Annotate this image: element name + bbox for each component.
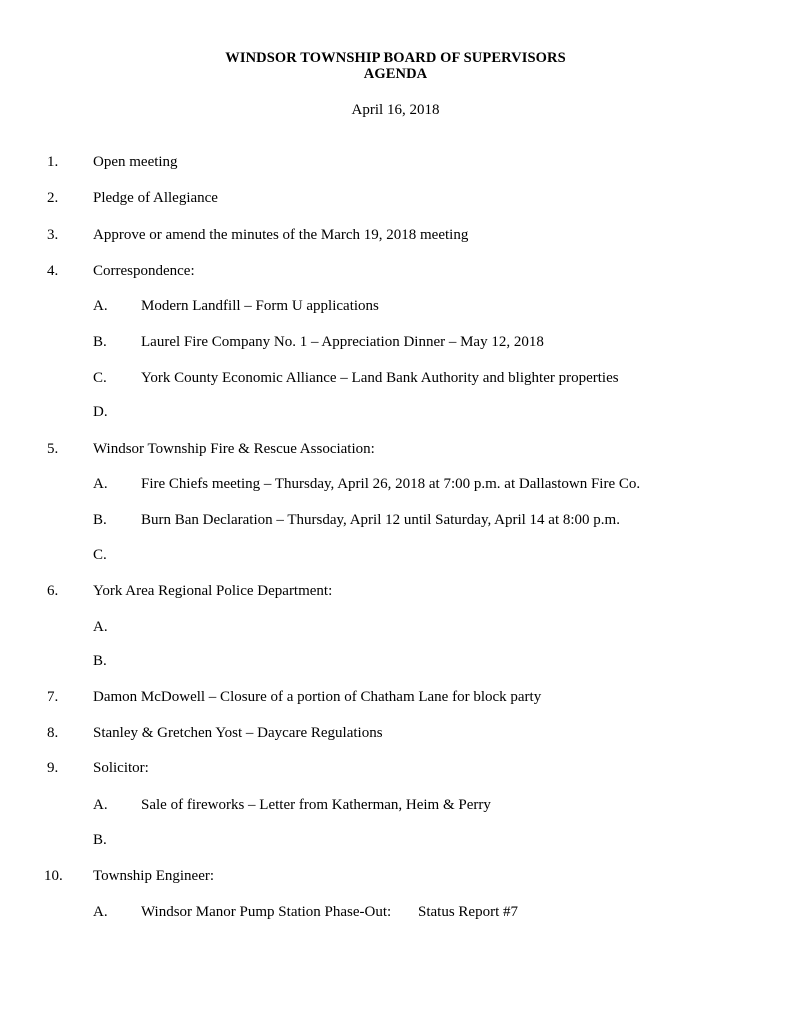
subitem-letter: C. xyxy=(93,370,107,386)
subitem-text: Burn Ban Declaration – Thursday, April 12 until Saturday, April 14 at 8:00 p.m. xyxy=(141,512,620,528)
item-text: Pledge of Allegiance xyxy=(93,190,218,206)
subitem-letter: B. xyxy=(93,334,107,350)
subitem-text: Sale of fireworks – Letter from Katherman, Heim & Perry xyxy=(141,797,491,813)
item-number: 8. xyxy=(47,725,59,741)
subitem-letter: A. xyxy=(93,904,108,920)
item-text: Correspondence: xyxy=(93,263,195,279)
subitem-text: Fire Chiefs meeting – Thursday, April 26, 2018 at 7:00 p.m. at Dallastown Fire Co. xyxy=(141,476,641,492)
item-text: Windsor Township Fire & Rescue Association: xyxy=(93,441,375,457)
item-number: 1. xyxy=(47,154,59,170)
subitem-status: Status Report #7 xyxy=(418,904,518,920)
item-number: 3. xyxy=(47,227,59,243)
item-text: Stanley & Gretchen Yost – Daycare Regulations xyxy=(93,725,383,741)
subitem-letter: A. xyxy=(93,797,108,813)
item-text: Approve or amend the minutes of the March 19, 2018 meeting xyxy=(93,227,469,243)
subitem-text: York County Economic Alliance – Land Bank Authority and blighter properties xyxy=(141,370,619,386)
item-number: 4. xyxy=(47,263,59,279)
item-number: 6. xyxy=(47,583,59,599)
item-text: Open meeting xyxy=(93,154,178,170)
subitem-letter: A. xyxy=(93,476,108,492)
item-number: 9. xyxy=(47,760,59,776)
item-number: 2. xyxy=(47,190,59,206)
item-number: 10. xyxy=(44,868,63,884)
agenda-title: WINDSOR TOWNSHIP BOARD OF SUPERVISORS xyxy=(225,50,566,66)
subitem-letter: B. xyxy=(93,832,107,848)
subitem-letter: D. xyxy=(93,404,108,420)
item-number: 5. xyxy=(47,441,59,457)
item-text: Damon McDowell – Closure of a portion of Chatham Lane for block party xyxy=(93,689,542,705)
subitem-letter: A. xyxy=(93,298,108,314)
subitem-text: Laurel Fire Company No. 1 – Appreciation Dinner – May 12, 2018 xyxy=(141,334,544,350)
item-text: York Area Regional Police Department: xyxy=(93,583,333,599)
agenda-subtitle: AGENDA xyxy=(363,66,428,82)
item-number: 7. xyxy=(47,689,59,705)
agenda-date: April 16, 2018 xyxy=(351,102,440,118)
subitem-letter: C. xyxy=(93,547,107,563)
subitem-text: Modern Landfill – Form U applications xyxy=(141,298,379,314)
subitem-text: Windsor Manor Pump Station Phase-Out: xyxy=(141,904,392,920)
subitem-letter: B. xyxy=(93,653,107,669)
subitem-letter: B. xyxy=(93,512,107,528)
item-text: Solicitor: xyxy=(93,760,149,776)
subitem-letter: A. xyxy=(93,619,108,635)
item-text: Township Engineer: xyxy=(93,868,215,884)
